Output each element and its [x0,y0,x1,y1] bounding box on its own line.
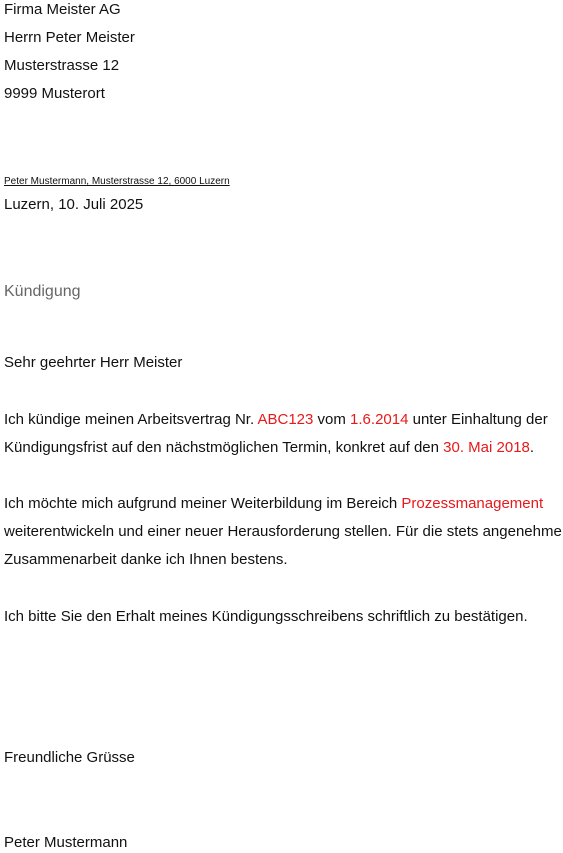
p1-text-e: . [529,439,535,456]
p2-text-a: Ich möchte mich aufgrund meiner Weiterbildung im Bereich [4,495,402,512]
contract-number: ABC123 [257,411,314,428]
place-date: Luzern, 10. Juli 2025 [4,196,144,213]
salutation: Sehr geehrter Herr Meister [4,354,183,371]
paragraph1-line1 [4,410,548,430]
recipient-company: Firma Meister AG [4,1,121,18]
recipient-name: Herrn Peter Meister [4,29,135,46]
closing: Freundliche Grüsse [4,749,135,766]
p1-text-a: Ich kündige meinen Arbeitsvertrag Nr. [4,411,258,428]
paragraph3: Ich bitte Sie den Erhalt meines Kündigungsschreibens schriftlich zu bestätigen. [4,608,528,625]
recipient-city: 9999 Musterort [4,85,105,102]
paragraph2-line1 [4,494,543,514]
paragraph2-line2: weiterentwickeln und einer neuer Herausforderung stellen. Für die stets angenehme [4,523,562,540]
termination-date: 30. Mai 2018 [443,439,530,456]
paragraph2-line3: Zusammenarbeit danke ich Ihnen bestens. [4,551,288,568]
signature-name: Peter Mustermann [4,834,128,851]
contract-start-date: 1.6.2014 [350,411,409,428]
p1-text-c: unter Einhaltung der [408,411,548,428]
subject-heading: Kündigung [4,283,81,300]
p1-text-b: vom [313,411,351,428]
training-field: Prozessmanagement [401,495,544,512]
p1-text-d: Kündigungsfrist auf den nächstmöglichen Termin, konkret auf den [4,439,444,456]
recipient-street: Musterstrasse 12 [4,57,120,74]
paragraph1-line2 [4,438,534,458]
sender-return-address: Peter Mustermann, Musterstrasse 12, 6000 Luzern [4,176,230,187]
